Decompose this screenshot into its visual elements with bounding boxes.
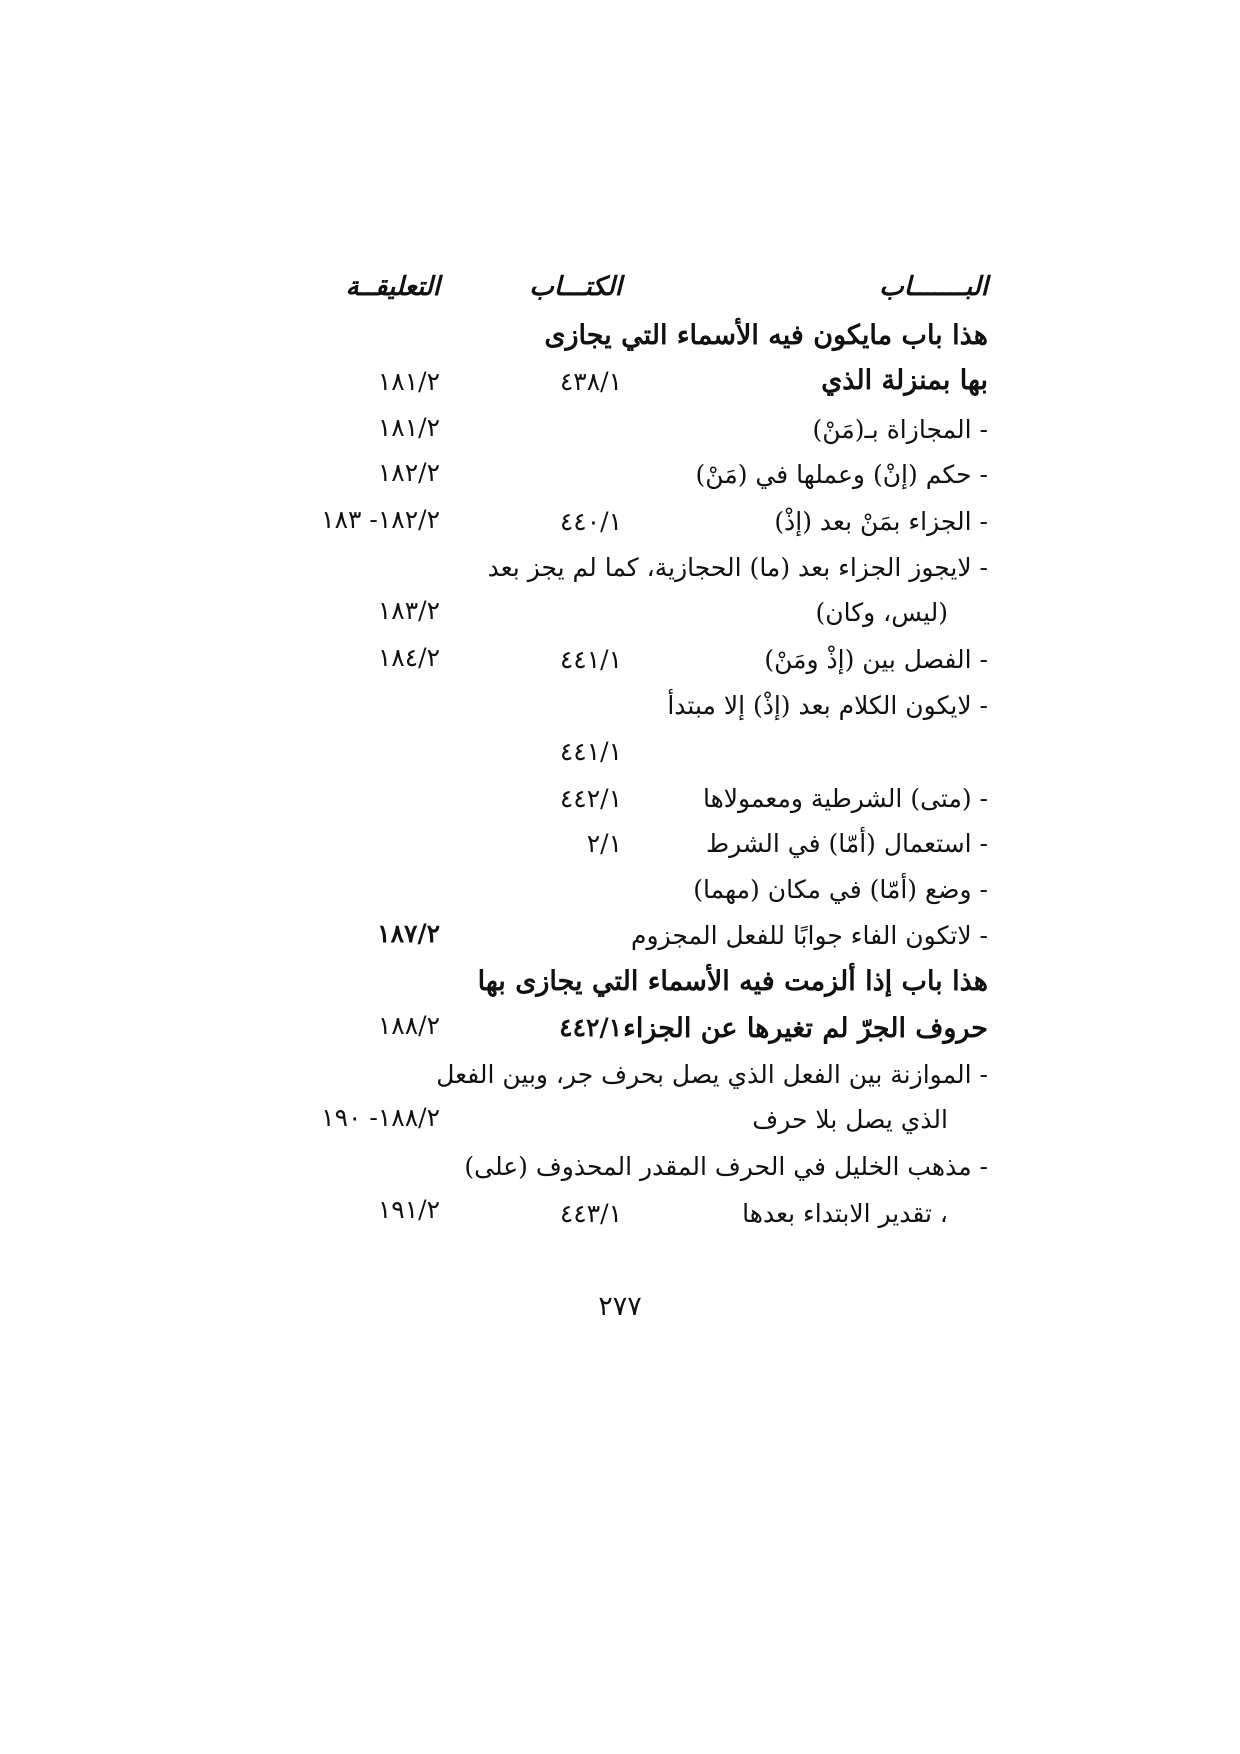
index-entry: - الفصل بين (إذْ ومَنْ) <box>764 645 988 674</box>
column-header-taliqa: التعليقــة <box>345 272 440 302</box>
index-entry: - الجزاء بمَنْ بعد (إذْ) <box>774 507 988 536</box>
section-heading: هذا باب إذا ألزمت فيه الأسماء التي يجازى بها <box>477 966 988 997</box>
kitab-reference: ٢/١ <box>586 829 622 858</box>
index-entry: - لايجوز الجزاء بعد (ما) الحجازية، كما لم يجز بعد <box>487 553 988 582</box>
kitab-reference: ٤٤٣/١ <box>559 1199 622 1228</box>
column-header-kitab: الكتـــاب <box>529 272 622 302</box>
index-entry: - (متى) الشرطية ومعمولاها <box>702 784 988 813</box>
kitab-reference: ٤٤٢/١ <box>559 1013 622 1042</box>
taliqa-reference: ١٨٤/٢ <box>377 643 440 672</box>
kitab-reference: ٤٤٠/١ <box>559 507 622 536</box>
index-entry: - حكم (إنْ) وعملها في (مَنْ) <box>695 460 988 489</box>
index-entry-continuation: (ليس، وكان) <box>815 598 948 627</box>
taliqa-reference: ١٨٨/٢- ١٩٠ <box>321 1103 440 1132</box>
column-header-bab: البـــــــاب <box>879 272 988 302</box>
taliqa-reference: ١٨٢/٢ <box>377 458 440 487</box>
taliqa-reference: ١٨١/٢ <box>377 413 440 442</box>
kitab-reference: ٤٤٢/١ <box>559 784 622 813</box>
index-entry: ، تقدير الابتداء بعدها <box>742 1199 948 1228</box>
section-heading: بها بمنزلة الذي <box>821 365 988 396</box>
page-number: ٢٧٧ <box>598 1291 642 1322</box>
taliqa-reference: ١٨١/٢ <box>377 367 440 396</box>
kitab-reference: ٤٤١/١ <box>559 737 622 766</box>
index-entry-continuation: الذي يصل بلا حرف <box>752 1105 948 1134</box>
index-entry: - لايكون الكلام بعد (إذْ) إلا مبتدأ <box>667 691 988 720</box>
taliqa-reference: ١٨٨/٢ <box>377 1011 440 1040</box>
taliqa-reference: ١٩١/٢ <box>377 1195 440 1224</box>
index-entry: - لاتكون الفاء جوابًا للفعل المجزوم <box>631 921 988 950</box>
index-entry: - وضع (أمّا) في مكان (مهما) <box>693 875 988 904</box>
index-entry: - مذهب الخليل في الحرف المقدر المحذوف (على) <box>464 1152 988 1181</box>
section-heading: حروف الجرّ لم تغيرها عن الجزاء <box>623 1013 988 1044</box>
kitab-reference: ٤٣٨/١ <box>559 367 622 396</box>
index-entry: - المجازاة بـ(مَنْ) <box>812 415 988 444</box>
kitab-reference: ٤٤١/١ <box>559 645 622 674</box>
taliqa-reference: ١٨٧/٢ <box>377 919 440 948</box>
index-entry: - استعمال (أمّا) في الشرط <box>706 829 988 858</box>
index-entry: - الموازنة بين الفعل الذي يصل بحرف جر، وبين الفعل <box>436 1060 988 1089</box>
taliqa-reference: ١٨٢/٢- ١٨٣ <box>321 505 440 534</box>
taliqa-reference: ١٨٣/٢ <box>377 596 440 625</box>
section-heading: هذا باب مايكون فيه الأسماء التي يجازى <box>544 320 988 351</box>
